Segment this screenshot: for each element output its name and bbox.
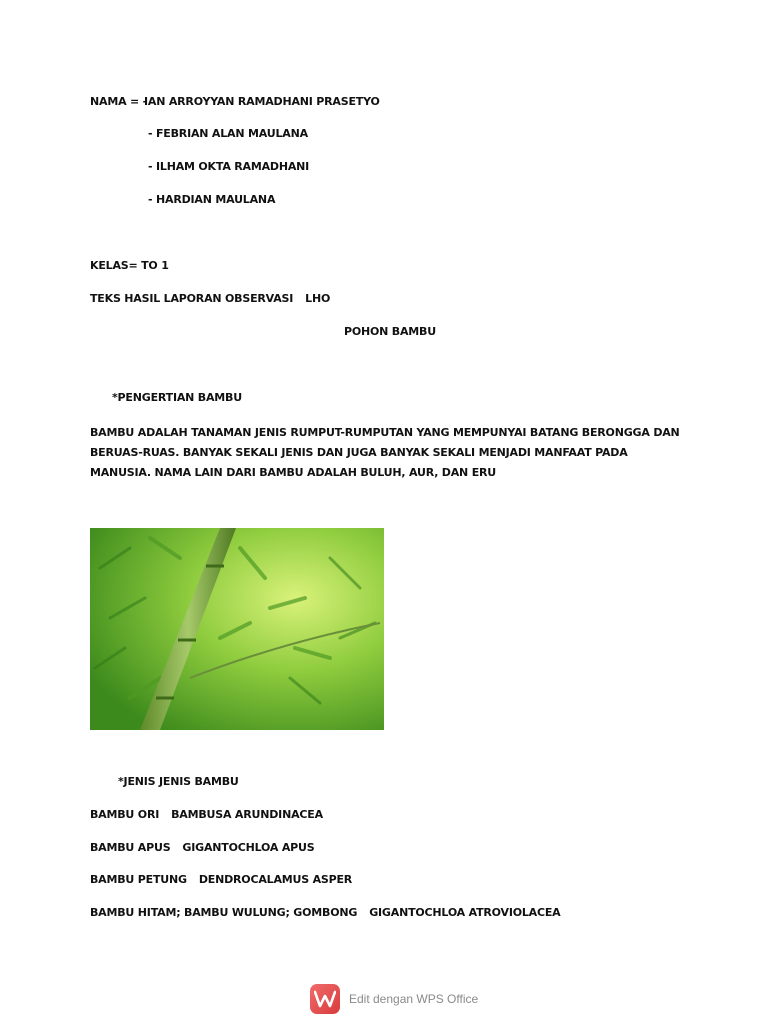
list-item [90,873,352,886]
list-item [90,808,323,821]
list-item [90,841,314,854]
wps-edit-label: Edit dengan WPS Office [349,992,479,1006]
document-title: POHON BAMBU [344,325,436,338]
wps-edit-link[interactable] [310,984,478,1014]
bamboo-photo [90,528,384,730]
bamboo-name: BAMBU APUS [90,841,171,854]
class-line: KELAS= TO 1 [90,259,169,272]
wps-logo-icon [310,984,340,1014]
definition-paragraph: BAMBU ADALAH TANAMAN JENIS RUMPUT-RUMPUTAN YANG MEMPUNYAI BATANG BERONGGA DAN BERUAS-RUAS. BANYAK SEKALI JENIS DAN JUGA BANYAK SEKALI MENJADI MANFAAT PADA MANUSIA. NAMA LAIN DARI BAMBU ADALAH BULUH, AUR, DAN ERU [90,426,680,479]
bamboo-latin: GIGANTOCHLOA APUS [182,841,315,854]
bamboo-name: BAMBU ORI [90,808,160,821]
report-value: LHO [305,292,331,305]
member-4: - HARDIAN MAULANA [148,193,276,206]
bamboo-name: BAMBU HITAM; BAMBU WULUNG; GOMBONG [90,906,358,919]
list-item [90,906,561,919]
bamboo-latin: GIGANTOCHLOA ATROVIOLACEA [369,906,561,919]
member-2: - FEBRIAN ALAN MAULANA [148,127,308,140]
section-heading-pengertian: *PENGERTIAN BAMBU [112,391,242,404]
member-3: - ILHAM OKTA RAMADHANI [148,160,310,173]
section-heading-jenis: *JENIS JENIS BAMBU [118,775,239,788]
bamboo-latin: BAMBUSA ARUNDINACEA [171,808,323,821]
name-label: NAMA = - [90,95,148,108]
report-label: TEKS HASIL LAPORAN OBSERVASI [90,292,294,305]
report-line [90,292,330,305]
member-1: IAN ARROYYAN RAMADHANI PRASETYO [144,95,380,108]
bamboo-latin: DENDROCALAMUS ASPER [198,873,353,886]
bamboo-name: BAMBU PETUNG [90,873,187,886]
